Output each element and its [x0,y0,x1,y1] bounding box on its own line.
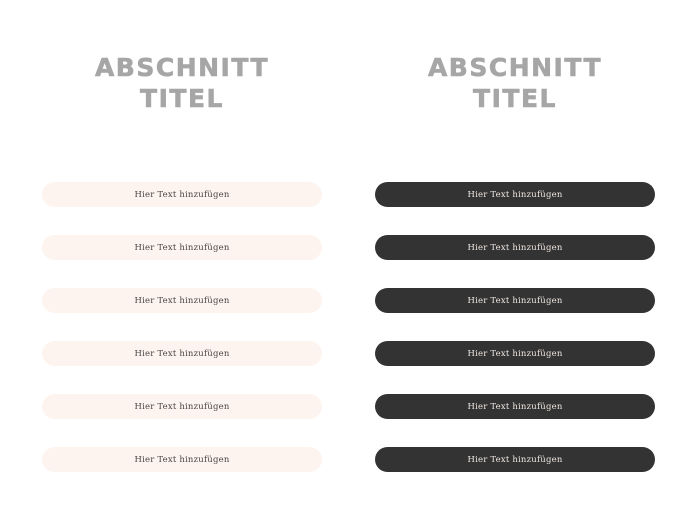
list-item[interactable] [42,288,322,313]
list-item[interactable] [42,394,322,419]
right-column-item-list [375,182,655,472]
list-item-label: Hier Text hinzufügen [467,189,563,200]
list-item-label: Hier Text hinzufügen [134,295,230,306]
left-column-title[interactable] [42,52,322,115]
list-item-label: Hier Text hinzufügen [134,242,230,253]
right-column-title[interactable] [375,52,655,115]
list-item[interactable] [375,235,655,260]
list-item[interactable] [42,447,322,472]
left-column [42,0,322,520]
list-item-label: Hier Text hinzufügen [134,189,230,200]
list-item[interactable] [375,288,655,313]
list-item[interactable] [42,341,322,366]
list-item[interactable] [375,341,655,366]
right-column [375,0,655,520]
list-item-label: Hier Text hinzufügen [134,454,230,465]
list-item-label: Hier Text hinzufügen [467,295,563,306]
list-item[interactable] [42,235,322,260]
list-item[interactable] [375,182,655,207]
list-item[interactable] [375,394,655,419]
right-title-line-1: ABSCHNITT [427,53,603,82]
list-item[interactable] [375,447,655,472]
list-item-label: Hier Text hinzufügen [467,242,563,253]
list-item-label: Hier Text hinzufügen [134,401,230,412]
left-column-item-list [42,182,322,472]
list-item-label: Hier Text hinzufügen [467,348,563,359]
list-item-label: Hier Text hinzufügen [467,454,563,465]
list-item-label: Hier Text hinzufügen [467,401,563,412]
left-title-line-2: TITEL [140,84,224,114]
left-title-line-1: ABSCHNITT [94,53,270,82]
right-title-line-2: TITEL [473,84,557,114]
list-item-label: Hier Text hinzufügen [134,348,230,359]
list-item[interactable] [42,182,322,207]
